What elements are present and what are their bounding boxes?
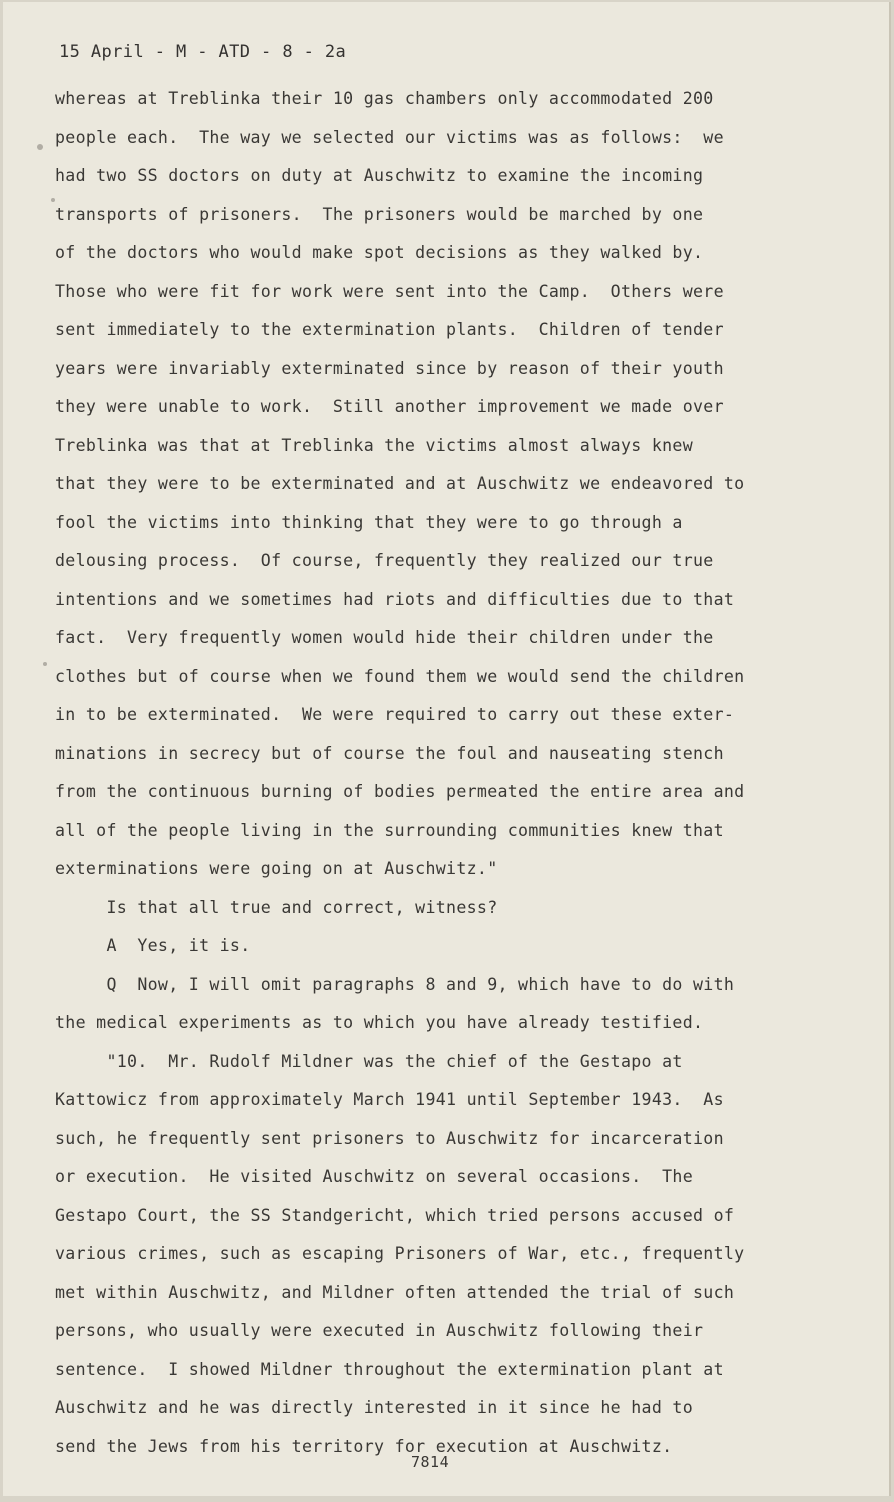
- text-line: sentence. I showed Mildner throughout the extermination plant at: [55, 1359, 724, 1379]
- page-header: 15 April - M - ATD - 8 - 2a: [59, 42, 347, 62]
- text-line: exterminations were going on at Auschwitz.": [55, 859, 498, 878]
- text-line: had two SS doctors on duty at Auschwitz to examine the incoming: [55, 166, 704, 185]
- text-line: years were invariably exterminated since by reason of their youth: [55, 358, 724, 378]
- paper-mark: [37, 144, 43, 150]
- text-line: Gestapo Court, the SS Standgericht, which tried persons accused of: [55, 1205, 735, 1225]
- text-line: send the Jews from his territory for execution at Auschwitz.: [55, 1436, 673, 1456]
- paper-mark: [43, 662, 47, 666]
- text-line: all of the people living in the surrounding communities knew that: [55, 820, 724, 840]
- text-line: various crimes, such as escaping Prisoners of War, etc., frequently: [55, 1244, 745, 1263]
- text-line: Kattowicz from approximately March 1941 until September 1943. As: [55, 1090, 724, 1109]
- text-line: Auschwitz and he was directly interested in it since he had to: [55, 1398, 693, 1417]
- text-line: fact. Very frequently women would hide their children under the: [55, 628, 714, 647]
- text-line: "10. Mr. Rudolf Mildner was the chief of the Gestapo at: [55, 1051, 683, 1071]
- document-page: [3, 2, 891, 1496]
- text-line: that they were to be exterminated and at Auschwitz we endeavored to: [55, 474, 745, 493]
- text-line: or execution. He visited Auschwitz on several occasions. The: [55, 1167, 693, 1186]
- page-number: 7814: [411, 1453, 450, 1471]
- text-line: minations in secrecy but of course the foul and nauseating stench: [55, 743, 724, 763]
- text-line: sent immediately to the extermination plants. Children of tender: [55, 320, 724, 339]
- text-line: A Yes, it is.: [55, 936, 251, 955]
- text-line: persons, who usually were executed in Auschwitz following their: [55, 1321, 704, 1340]
- text-line: of the doctors who would make spot decisions as they walked by.: [55, 243, 704, 262]
- text-line: fool the victims into thinking that they were to go through a: [55, 512, 683, 532]
- text-line: delousing process. Of course, frequently they realized our true: [55, 551, 714, 570]
- text-line: Is that all true and correct, witness?: [55, 897, 498, 917]
- text-line: such, he frequently sent prisoners to Auschwitz for incarceration: [55, 1128, 724, 1148]
- text-line: from the continuous burning of bodies permeated the entire area and: [55, 782, 745, 801]
- text-line: clothes but of course when we found them we would send the children: [55, 666, 745, 686]
- text-line: Q Now, I will omit paragraphs 8 and 9, which have to do with: [55, 974, 735, 994]
- text-line: in to be exterminated. We were required to carry out these exter-: [55, 705, 735, 724]
- text-line: intentions and we sometimes had riots and difficulties due to that: [55, 589, 735, 609]
- text-line: Those who were fit for work were sent into the Camp. Others were: [55, 281, 724, 301]
- text-line: whereas at Treblinka their 10 gas chambers only accommodated 200: [55, 89, 714, 108]
- document-body: [55, 80, 845, 1466]
- text-line: transports of prisoners. The prisoners would be marched by one: [55, 204, 704, 224]
- text-line: the medical experiments as to which you have already testified.: [55, 1013, 704, 1032]
- text-line: people each. The way we selected our victims was as follows: we: [55, 127, 724, 147]
- text-line: met within Auschwitz, and Mildner often attended the trial of such: [55, 1282, 735, 1302]
- text-line: they were unable to work. Still another improvement we made over: [55, 397, 724, 416]
- text-line: Treblinka was that at Treblinka the victims almost always knew: [55, 435, 693, 455]
